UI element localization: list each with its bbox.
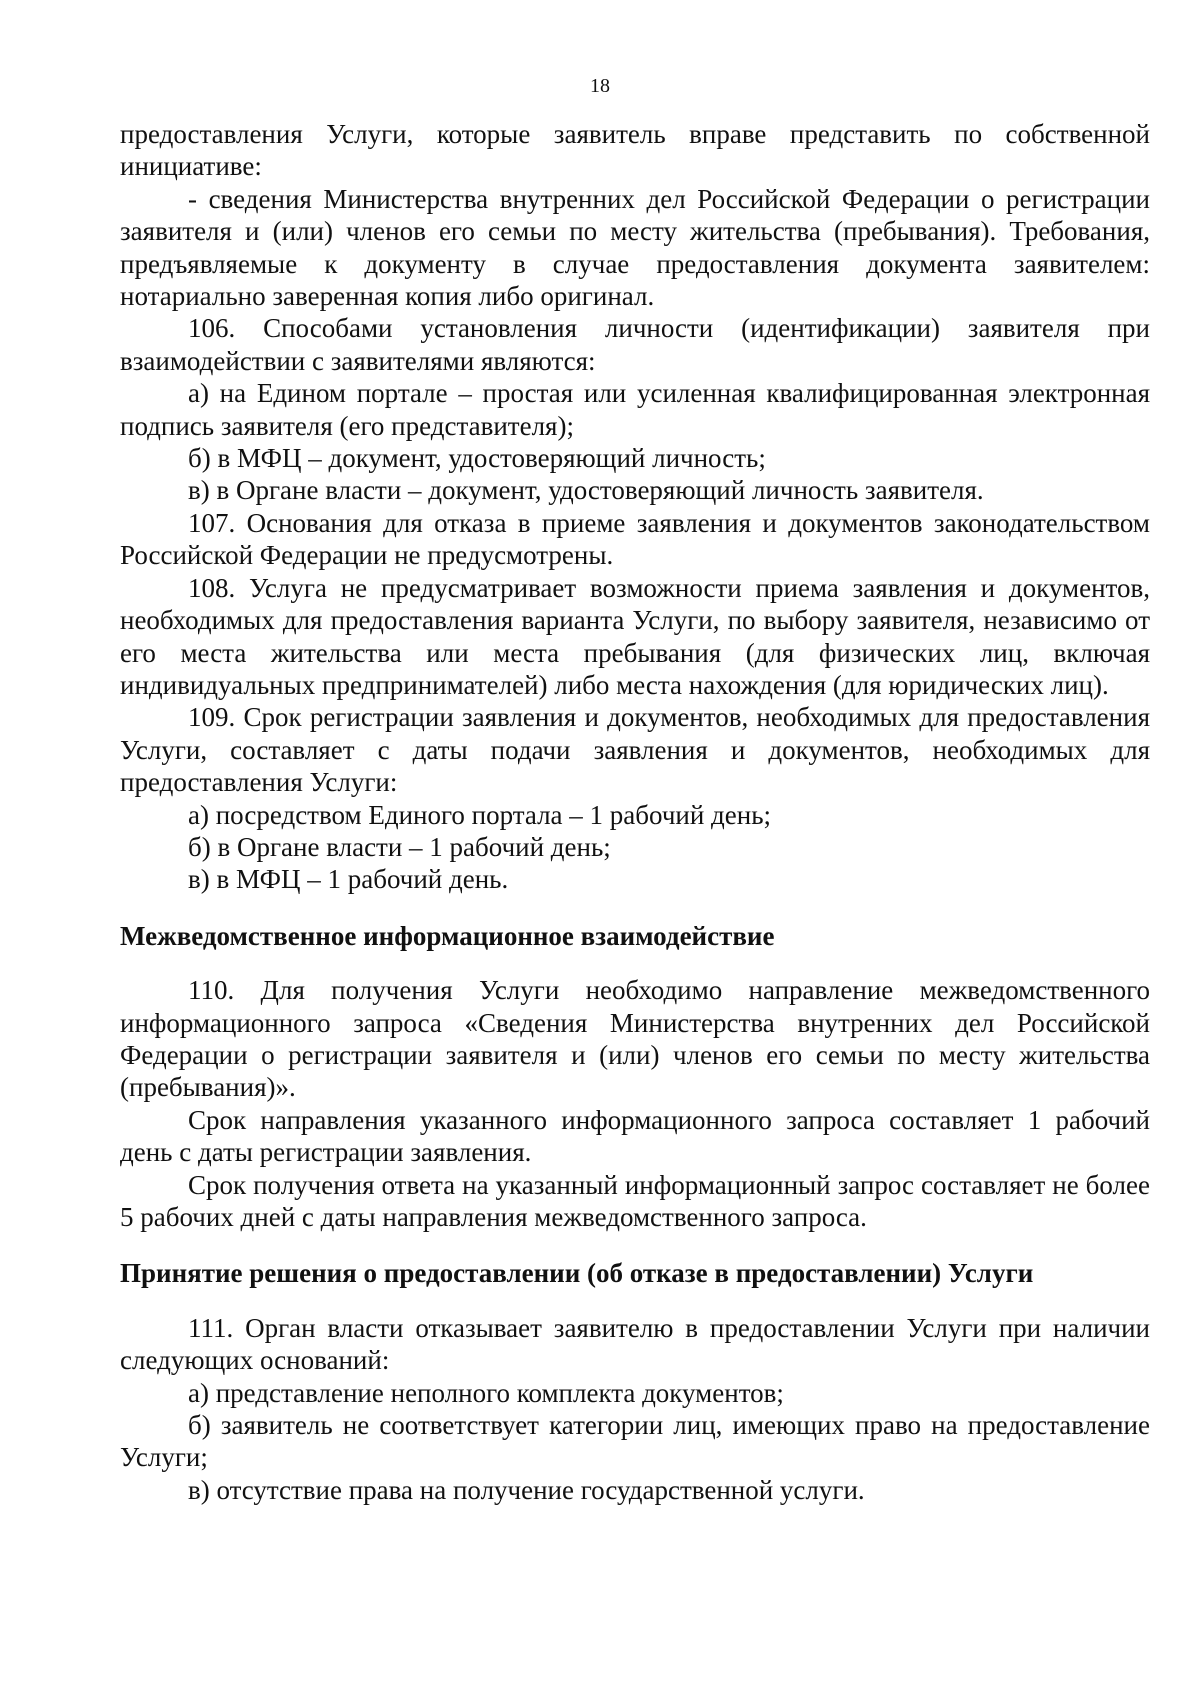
paragraph: - сведения Министерства внутренних дел Российской Федерации о регистрации заявителя и (или) членов его семьи по месту жительства (пребывания). Требования, предъявляемые к документу в случае предоставления документа заявителем: нотариально заверенная копия либо оригинал. bbox=[120, 183, 1150, 312]
paragraph: 107. Основания для отказа в приеме заявления и документов законодательством Российской Федерации не предусмотрены. bbox=[120, 507, 1150, 571]
paragraph: Срок направления указанного информационного запроса составляет 1 рабочий день с даты регистрации заявления. bbox=[120, 1104, 1150, 1168]
section-part-3 bbox=[120, 1312, 1150, 1506]
section-part-2 bbox=[120, 974, 1150, 1233]
paragraph: 108. Услуга не предусматривает возможности приема заявления и документов, необходимых для предоставления варианта Услуги, по выбору заявителя, независимо от его места жительства или места пребывания (для физических лиц, включая индивидуальных предпринимателей) либо места нахождения (для юридических лиц). bbox=[120, 572, 1150, 700]
paragraph: а) посредством Единого портала – 1 рабочий день; bbox=[188, 799, 772, 830]
spacer bbox=[120, 896, 1150, 908]
paragraph: в) отсутствие права на получение государственной услуги. bbox=[188, 1474, 865, 1505]
paragraph: 110. Для получения Услуги необходимо направление межведомственного информационного запроса «Сведения Министерства внутренних дел Российской Федерации о регистрации заявителя и (или) членов его семьи по месту жительства (пребывания)». bbox=[120, 975, 1150, 1103]
paragraph: а) представление неполного комплекта документов; bbox=[188, 1377, 784, 1408]
paragraph: б) в Органе власти – 1 рабочий день; bbox=[188, 831, 611, 862]
section-heading: Межведомственное информационное взаимодействие bbox=[120, 920, 775, 951]
paragraph: а) на Едином портале – простая или усиленная квалифицированная электронная подпись заявителя (его представителя); bbox=[120, 378, 1150, 441]
paragraph: 109. Срок регистрации заявления и документов, необходимых для предоставления Услуги, составляет с даты подачи заявления и документов, необходимых для предоставления Услуги: bbox=[120, 702, 1150, 798]
spacer bbox=[120, 1233, 1150, 1245]
paragraph: в) в Органе власти – документ, удостоверяющий личность заявителя. bbox=[188, 475, 984, 506]
paragraph: б) в МФЦ – документ, удостоверяющий личность; bbox=[188, 443, 766, 474]
section-part-1 bbox=[120, 118, 1150, 896]
paragraph: предоставления Услуги, которые заявитель вправе представить по собственной инициативе: bbox=[120, 119, 1150, 182]
paragraph: б) заявитель не соответствует категории лиц, имеющих право на предоставление Услуги; bbox=[120, 1410, 1150, 1473]
document-body bbox=[120, 118, 1150, 1506]
paragraph: в) в МФЦ – 1 рабочий день. bbox=[188, 864, 509, 895]
page-number: 18 bbox=[590, 75, 610, 97]
paragraph: Срок получения ответа на указанный информационный запрос составляет не более 5 рабочих дней с даты направления межведомственного запроса. bbox=[120, 1169, 1150, 1232]
section-heading: Принятие решения о предоставлении (об отказе в предоставлении) Услуги bbox=[120, 1258, 1034, 1289]
paragraph: 111. Орган власти отказывает заявителю в предоставлении Услуги при наличии следующих оснований: bbox=[120, 1312, 1150, 1376]
paragraph: 106. Способами установления личности (идентификации) заявителя при взаимодействии с заявителями являются: bbox=[120, 313, 1150, 376]
